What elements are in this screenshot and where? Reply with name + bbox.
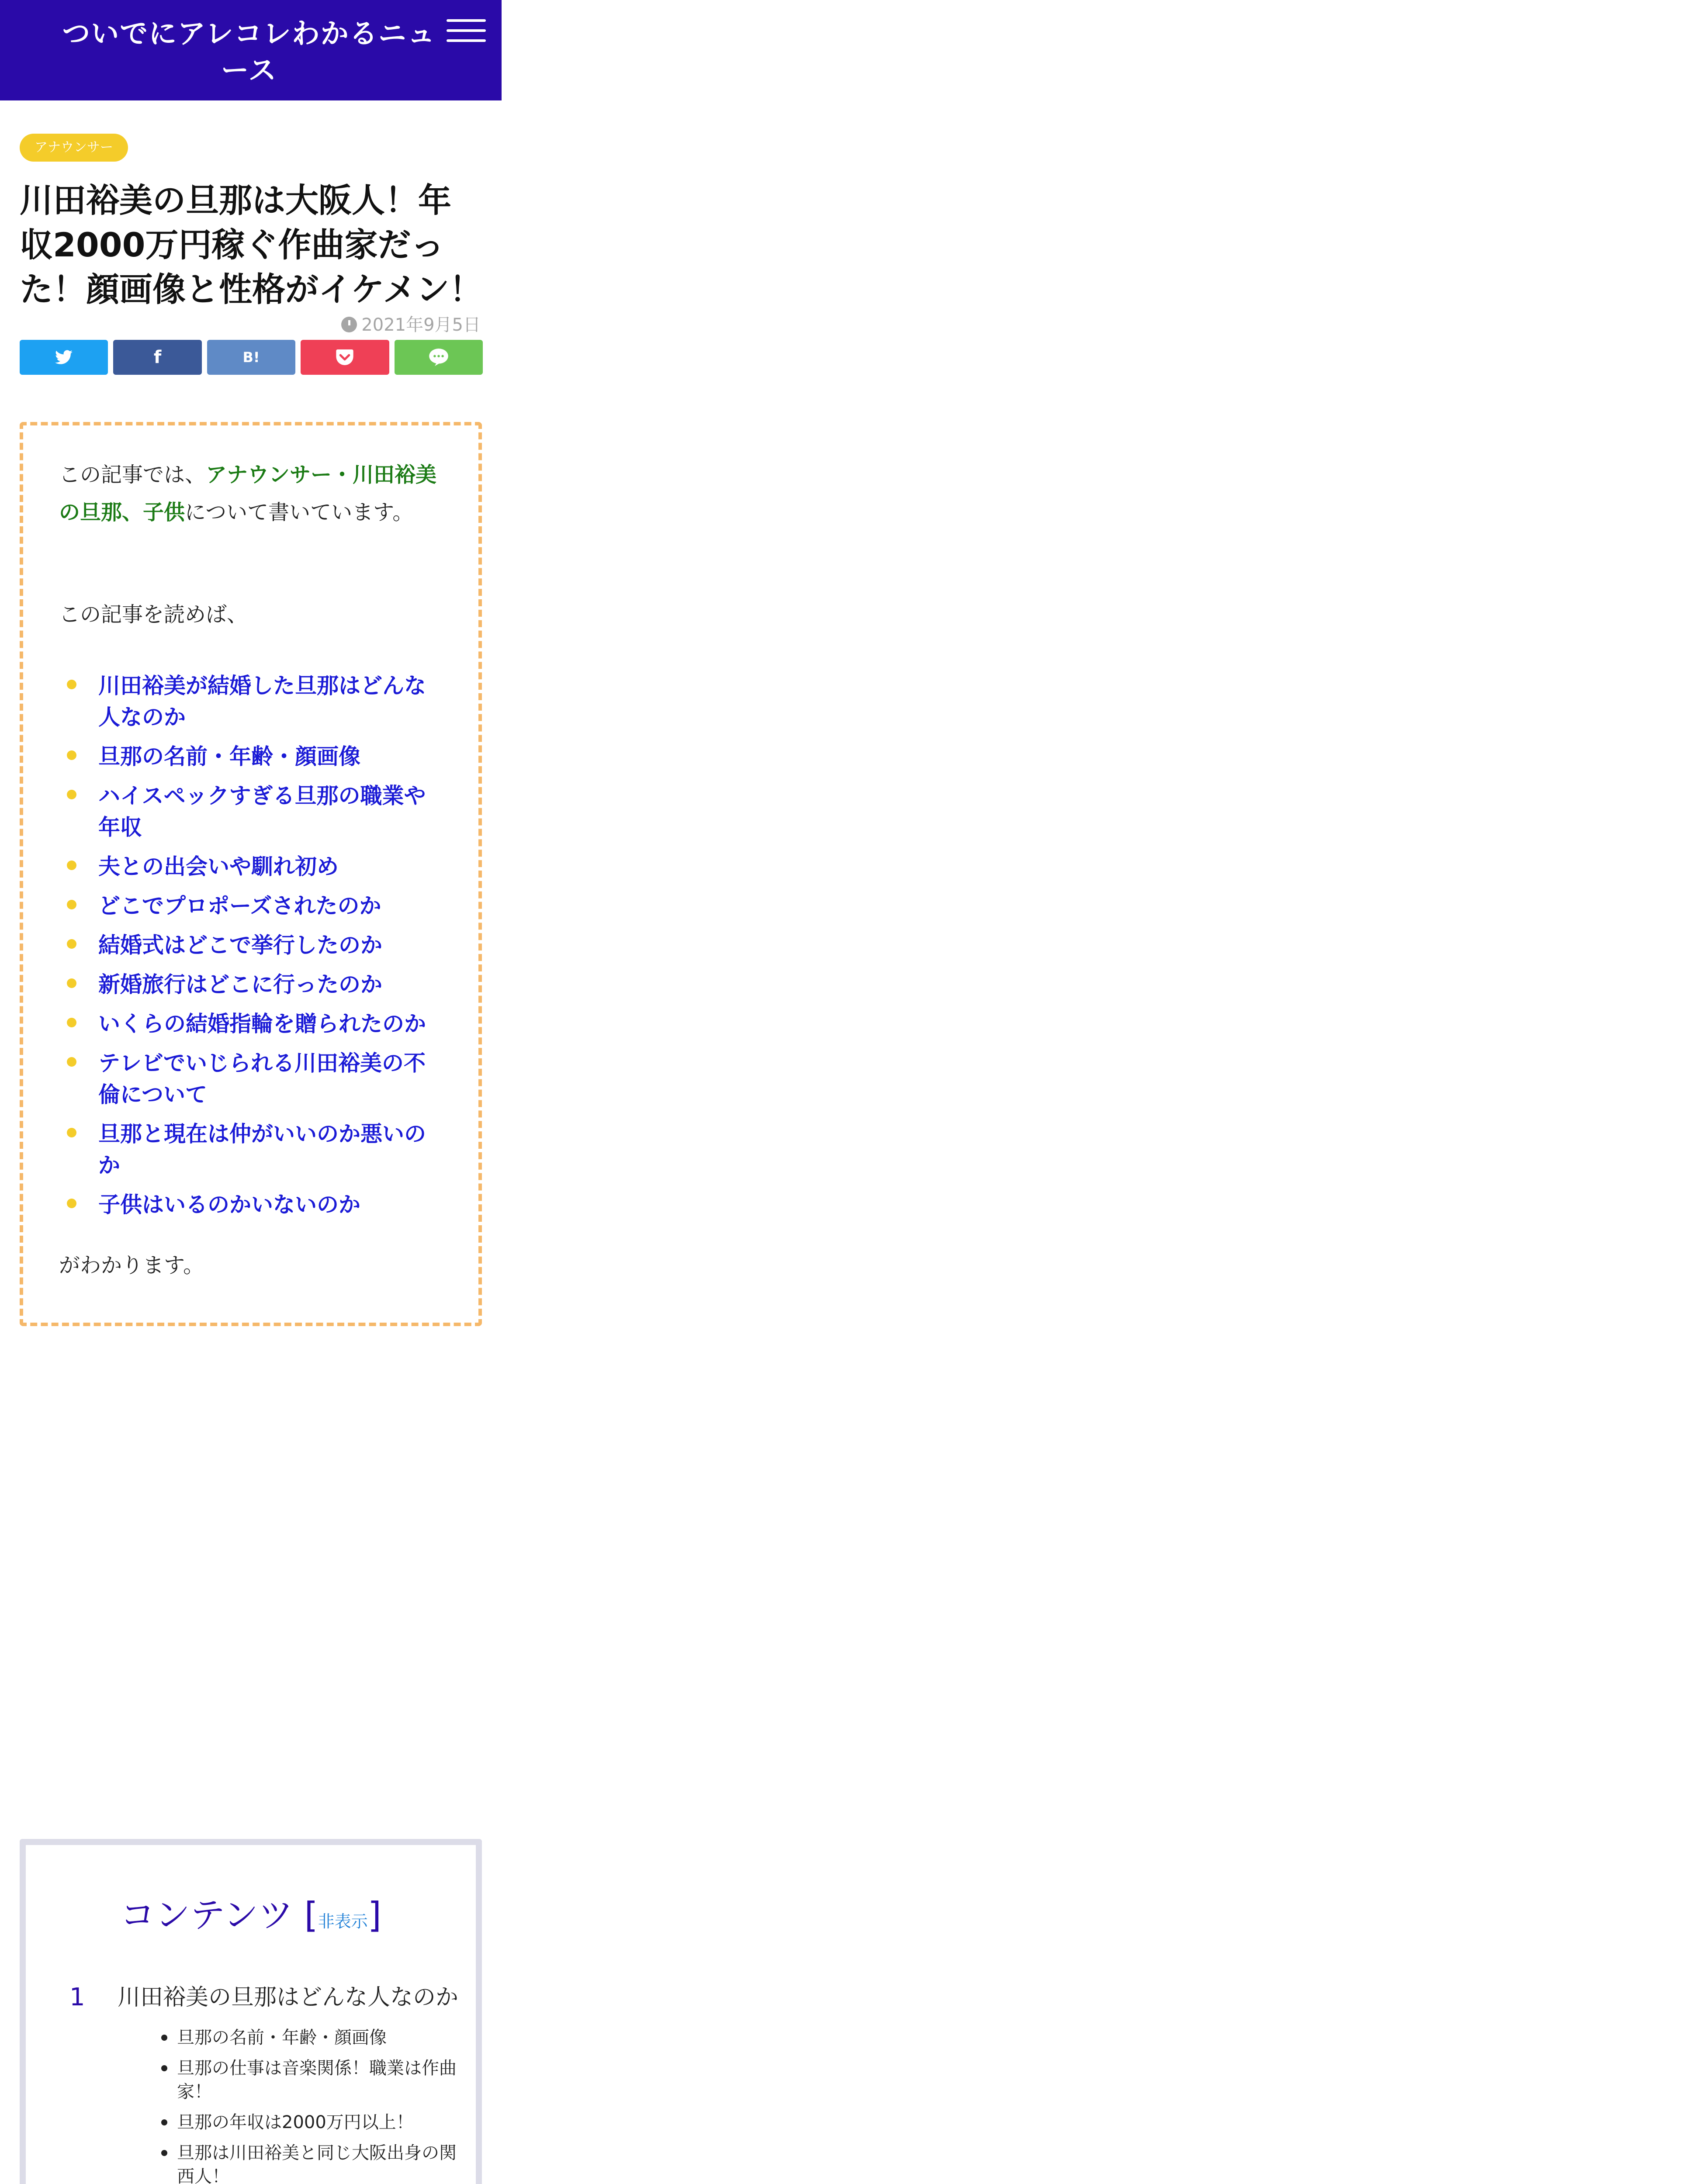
- summary-highlight-husband: アナウンサー・川田裕美の旦那: [59, 463, 437, 525]
- table-of-contents: コンテンツ [非表示] 1 川田裕美の旦那はどんな人なのか 旦那の名前・年齢・顔画像 旦那の仕事は音楽関係！職業は作曲家！ 旦那の年収は2000万円以上！ 旦那は川田裕美と同じ大阪出身の関西人！: [20, 1839, 482, 2184]
- post-date-text: 2021年9月5日: [361, 315, 481, 335]
- list-item: ハイスペックすぎる旦那の職業や年収: [59, 780, 443, 843]
- toc-toggle-link[interactable]: 非表示: [318, 1912, 368, 1931]
- share-buttons: [20, 340, 483, 375]
- summary-outro: がわかります。: [59, 1253, 204, 1278]
- pocket-icon: [336, 349, 353, 365]
- toc-sublink[interactable]: 旦那の名前・年齢・顔画像: [161, 2026, 458, 2049]
- facebook-icon: f: [153, 347, 162, 367]
- list-item: 子供はいるのかいないのか: [59, 1189, 443, 1220]
- pocket-share-button[interactable]: [301, 340, 389, 375]
- summary-intro: [59, 456, 443, 531]
- toc-header: コンテンツ [非表示]: [120, 1895, 381, 1935]
- summary-intro-prefix: この記事では、: [59, 463, 206, 487]
- list-item: 川田裕美が結婚した旦那はどんな人なのか: [59, 670, 443, 733]
- toc-sublink[interactable]: 旦那は川田裕美と同じ大阪出身の関西人！: [161, 2141, 458, 2184]
- article-summary-box: [20, 422, 482, 1326]
- twitter-share-button[interactable]: [20, 340, 108, 375]
- list-item: いくらの結婚指輪を贈られたのか: [59, 1008, 443, 1040]
- summary-read-line: この記事を読めば、: [59, 602, 248, 627]
- list-item: 旦那と現在は仲がいいのか悪いのか: [59, 1118, 443, 1181]
- list-item: 夫との出会いや馴れ初め: [59, 851, 443, 882]
- list-item: どこでプロポーズされたのか: [59, 890, 443, 922]
- site-header: [0, 0, 502, 100]
- list-item: テレビでいじられる川田裕美の不倫について: [59, 1047, 443, 1110]
- toc-sublink[interactable]: 旦那の仕事は音楽関係！職業は作曲家！: [161, 2056, 458, 2104]
- hamburger-icon[interactable]: [447, 17, 486, 44]
- line-icon: [429, 349, 448, 366]
- toc-title: コンテンツ: [120, 1895, 294, 1935]
- clock-icon: [341, 317, 357, 332]
- toc-sublink[interactable]: 旦那の年収は2000万円以上！: [161, 2111, 458, 2134]
- article-title: 川田裕美の旦那は大阪人！年収2000万円稼ぐ作曲家だった！顔画像と性格がイケメン！: [20, 181, 483, 309]
- facebook-share-button[interactable]: [113, 340, 201, 375]
- hatena-share-button[interactable]: [207, 340, 295, 375]
- list-item: 結婚式はどこで挙行したのか: [59, 930, 443, 961]
- list-item: 新婚旅行はどこに行ったのか: [59, 969, 443, 1000]
- summary-highlight-sep: 、: [122, 500, 143, 525]
- hatena-icon: B!: [242, 349, 260, 366]
- twitter-icon: [55, 350, 73, 365]
- list-item: 旦那の名前・年齢・顔画像: [59, 741, 443, 772]
- post-date: [262, 311, 481, 336]
- summary-list: [59, 670, 443, 1228]
- summary-intro-suffix: について書いています。: [185, 500, 414, 525]
- site-title[interactable]: ついでにアレコレわかるニュース: [62, 18, 436, 87]
- toc-link[interactable]: 川田裕美の旦那はどんな人なのか: [118, 1984, 459, 2011]
- category-badge[interactable]: アナウンサー: [20, 134, 128, 162]
- line-share-button[interactable]: [395, 340, 483, 375]
- summary-highlight-child: 子供: [143, 500, 185, 525]
